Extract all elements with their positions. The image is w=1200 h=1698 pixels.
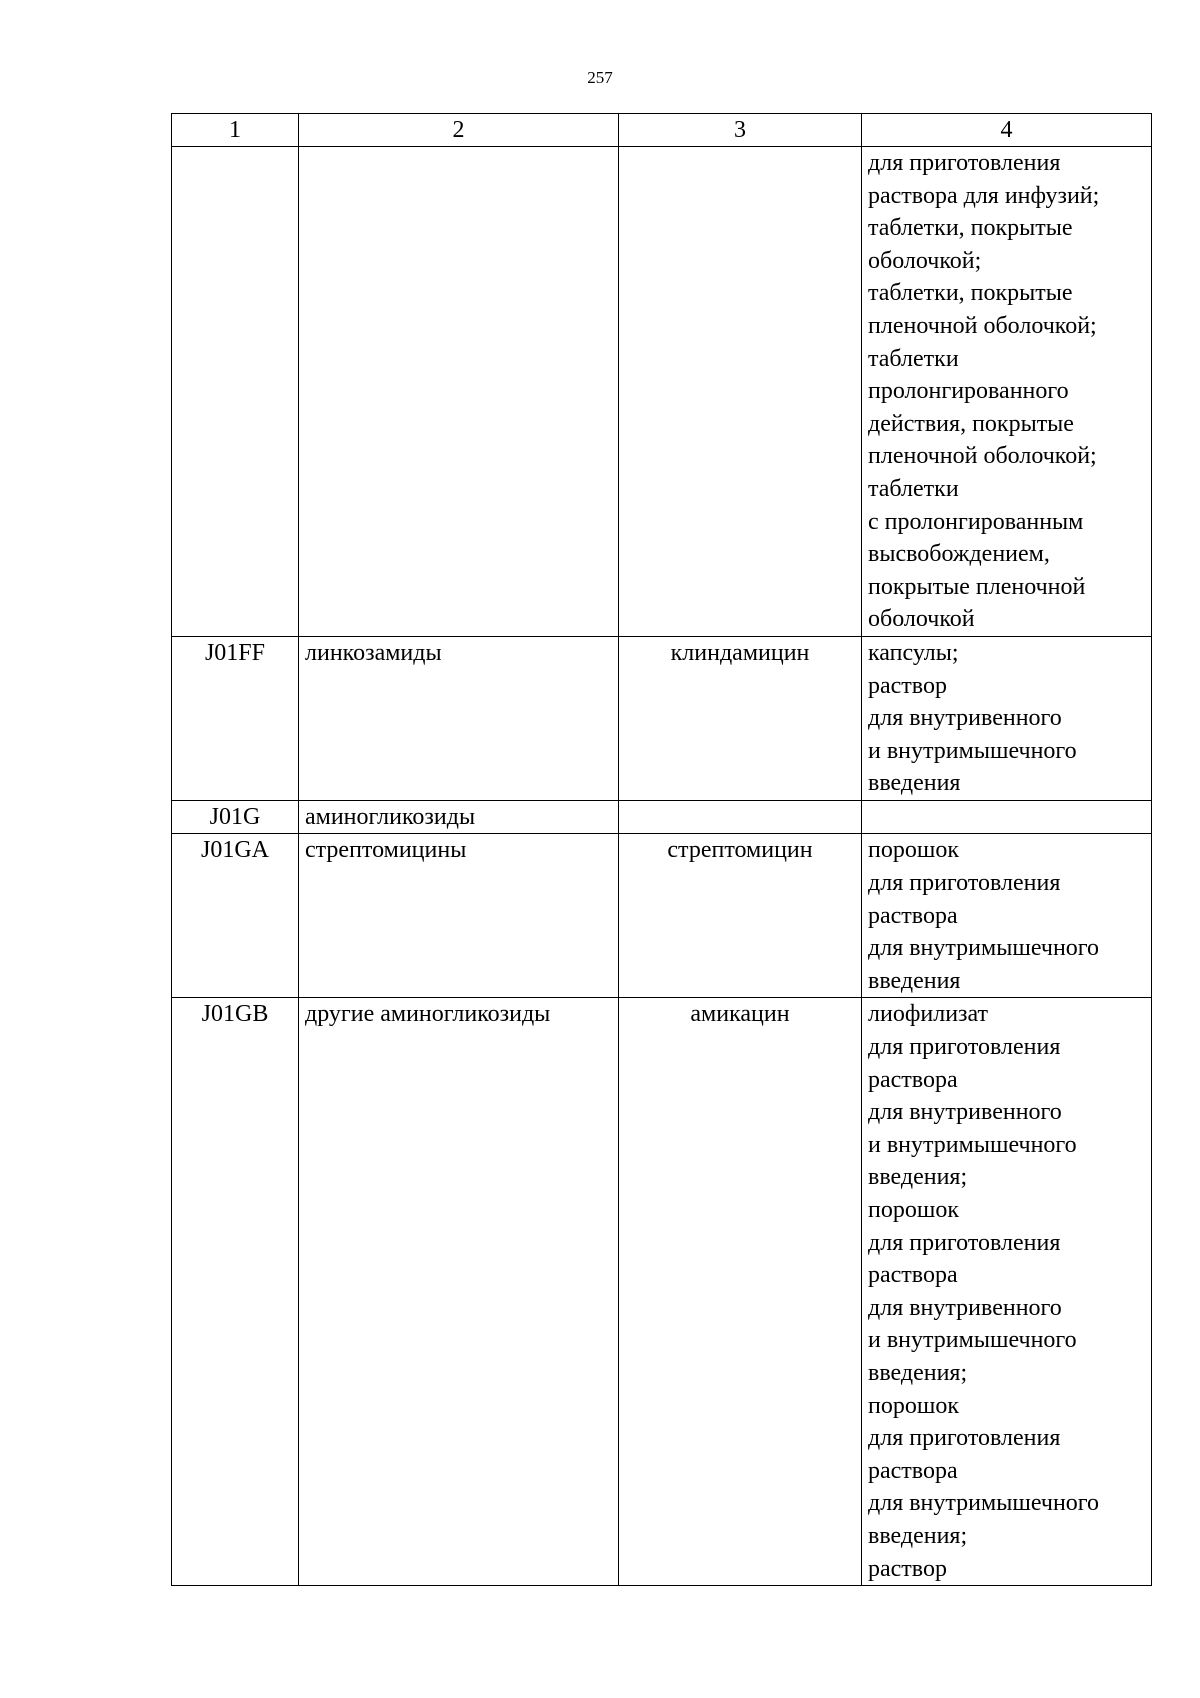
table-header-row <box>172 114 1152 147</box>
dosage-form-line: для приготовления <box>868 870 1061 897</box>
dosage-form-line: раствора <box>868 1262 958 1289</box>
dosage-form-line: введения <box>868 770 961 797</box>
drug-name-cell <box>619 147 862 637</box>
dosage-form-line: для приготовления <box>868 1425 1061 1452</box>
atc-code-cell <box>172 147 299 637</box>
page-number: 257 <box>587 68 613 87</box>
drug-name-cell <box>619 800 862 834</box>
atc-code-cell: J01GA <box>172 834 299 998</box>
dosage-form-line: высвобождением, <box>868 541 1050 568</box>
dosage-form-line: покрытые пленочной <box>868 573 1086 600</box>
table-row <box>172 834 1152 998</box>
group-name-cell: линкозамиды <box>299 636 619 800</box>
dosage-form-line: с пролонгированным <box>868 508 1084 535</box>
dosage-form-line: раствора <box>868 1457 958 1484</box>
dosage-form-line: капсулы; <box>868 639 959 666</box>
dosage-form-line: действия, покрытые <box>868 410 1074 437</box>
drug-name-cell: амикацин <box>619 998 862 1586</box>
dosage-form-line: лиофилизат <box>868 1001 989 1028</box>
atc-code-cell: J01GB <box>172 998 299 1586</box>
dosage-form-line: оболочкой; <box>868 247 982 274</box>
dosage-form-line: для приготовления <box>868 1034 1061 1061</box>
table-row <box>172 147 1152 637</box>
dosage-form-line: оболочкой <box>868 606 975 633</box>
table-row <box>172 800 1152 834</box>
dosage-form-line: таблетки <box>868 475 959 502</box>
dosage-form-line: порошок <box>868 1392 959 1419</box>
drug-name-cell: клиндамицин <box>619 636 862 800</box>
column-header-3: 3 <box>619 114 862 147</box>
column-header-1: 1 <box>172 114 299 147</box>
dosage-forms-cell <box>862 800 1152 834</box>
group-name-cell: аминогликозиды <box>299 800 619 834</box>
dosage-form-line: пленочной оболочкой; <box>868 443 1097 470</box>
dosage-forms-cell <box>862 998 1152 1586</box>
dosage-forms-cell <box>862 147 1152 637</box>
dosage-form-line: пролонгированного <box>868 378 1069 405</box>
dosage-form-line: для внутривенного <box>868 705 1062 732</box>
dosage-form-line: таблетки, покрытые <box>868 215 1073 242</box>
dosage-form-line: для внутримышечного <box>868 1490 1100 1517</box>
group-name-cell: другие аминогликозиды <box>299 998 619 1586</box>
dosage-form-line: введения; <box>868 1522 968 1549</box>
table-row <box>172 636 1152 800</box>
table-body <box>172 147 1152 1586</box>
column-header-4: 4 <box>862 114 1152 147</box>
dosage-form-line: раствор <box>868 672 947 699</box>
dosage-form-line: введения <box>868 967 961 994</box>
dosage-form-line: порошок <box>868 837 959 864</box>
dosage-form-line: таблетки <box>868 345 959 372</box>
dosage-form-line: для приготовления <box>868 150 1061 176</box>
dosage-form-line: и внутримышечного <box>868 1131 1077 1158</box>
drug-table <box>171 113 1152 1586</box>
dosage-form-line: порошок <box>868 1197 959 1223</box>
dosage-form-line: таблетки, покрытые <box>868 280 1073 307</box>
dosage-form-line: введения; <box>868 1359 968 1386</box>
drug-name-cell: стрептомицин <box>619 834 862 998</box>
dosage-form-line: и внутримышечного <box>868 737 1077 764</box>
column-header-2: 2 <box>299 114 619 147</box>
dosage-forms-cell <box>862 636 1152 800</box>
atc-code-cell: J01G <box>172 800 299 834</box>
dosage-form-line: раствора <box>868 1066 958 1093</box>
dosage-form-line: пленочной оболочкой; <box>868 312 1097 339</box>
group-name-cell: стрептомицины <box>299 834 619 998</box>
dosage-form-line: для внутривенного <box>868 1099 1062 1126</box>
dosage-form-line: раствора <box>868 902 958 929</box>
dosage-form-line: и внутримышечного <box>868 1327 1077 1354</box>
atc-code-cell: J01FF <box>172 636 299 800</box>
table-row <box>172 998 1152 1586</box>
dosage-form-line: введения; <box>868 1164 968 1191</box>
dosage-form-line: для приготовления <box>868 1229 1061 1256</box>
dosage-forms-cell <box>862 834 1152 998</box>
dosage-form-line: для внутривенного <box>868 1294 1062 1321</box>
dosage-form-line: для внутримышечного <box>868 935 1100 962</box>
dosage-form-line: раствор <box>868 1555 947 1582</box>
group-name-cell <box>299 147 619 637</box>
dosage-form-line: раствора для инфузий; <box>868 182 1100 209</box>
